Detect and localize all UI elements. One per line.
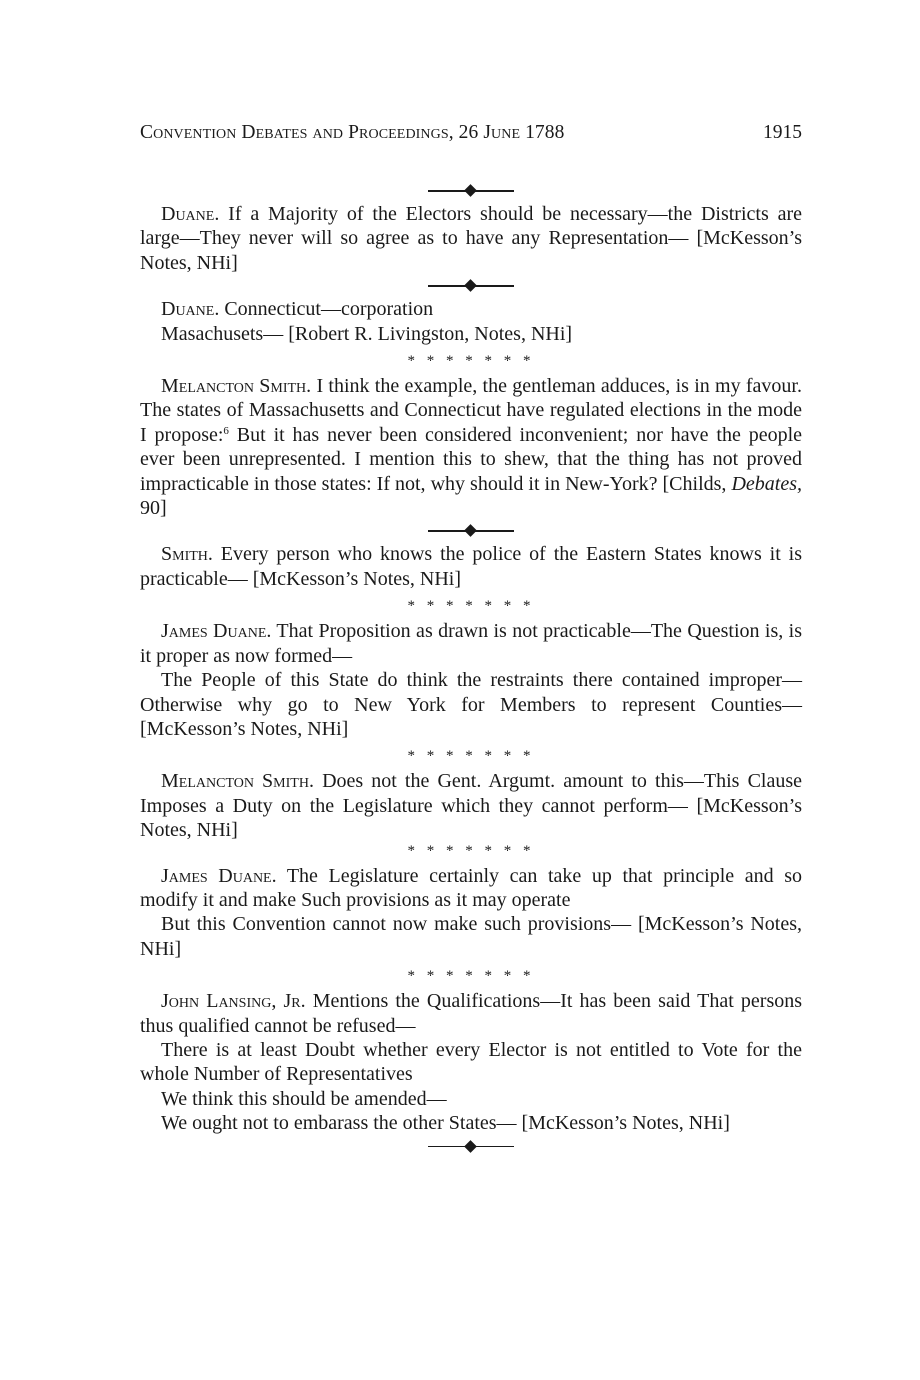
star-separator: * * * * * * * bbox=[407, 842, 535, 859]
entry-text: I think the example, the gentleman adduces, is in my favour. The states of Massachusetts and Connecticut have regulated elections in the mode I propose: bbox=[140, 375, 802, 446]
entry-james-duane-2 bbox=[140, 864, 802, 913]
entry-text: The People of this State do think the restraints there contained improper—Otherwise why go to New York for Members to represent Counties— [McKesson’s Notes, NHi] bbox=[140, 669, 802, 740]
entry-john-lansing-cont-3 bbox=[140, 1111, 802, 1135]
section-divider bbox=[140, 1139, 802, 1155]
entry-text: We ought not to embarass the other States— [McKesson’s Notes, NHi] bbox=[161, 1112, 730, 1135]
entry-james-duane-1 bbox=[140, 619, 802, 668]
entry-text: If a Majority of the Electors should be necessary—the Districts are large—They never will so agree as to have any Representation— [McKesson’s Notes, NHi] bbox=[140, 203, 802, 274]
footnote-marker: 6 bbox=[223, 424, 229, 437]
speaker-name: James Duane. bbox=[161, 864, 277, 887]
section-divider bbox=[140, 523, 802, 539]
speaker-name: Melancton Smith. bbox=[161, 770, 314, 793]
entry-text: The Legislature certainly can take up that principle and so modify it and make Such provisions as it may operate bbox=[140, 864, 802, 911]
entry-duane-1 bbox=[140, 202, 802, 275]
running-head: Convention Debates and Proceedings, 26 June 1788 bbox=[140, 122, 565, 143]
entry-text: We think this should be amended— bbox=[161, 1087, 447, 1110]
entry-john-lansing-cont-2 bbox=[140, 1087, 802, 1111]
diamond-icon bbox=[464, 525, 477, 538]
star-separator: * * * * * * * bbox=[407, 968, 535, 985]
star-separator: * * * * * * * bbox=[407, 598, 535, 615]
speaker-name: Melancton Smith. bbox=[161, 375, 312, 398]
entry-text: Connecticut—corporation bbox=[219, 298, 434, 321]
star-separator: * * * * * * * bbox=[407, 748, 535, 765]
entry-text: Mentions the Qualifications—It has been said That persons thus qualified cannot be refused— bbox=[140, 990, 803, 1037]
source-title: Debates, bbox=[731, 472, 802, 495]
entry-john-lansing bbox=[140, 989, 802, 1038]
entry-text: 90] bbox=[140, 497, 167, 520]
entry-melancton-smith-1 bbox=[140, 374, 802, 520]
entry-james-duane-2-cont bbox=[140, 912, 802, 961]
speaker-name: Duane. bbox=[161, 203, 220, 225]
section-divider bbox=[140, 278, 802, 294]
entry-text: There is at least Doubt whether every Elector is not entitled to Vote for the whole Number of Representatives bbox=[140, 1038, 802, 1086]
star-separator: * * * * * * * bbox=[407, 353, 535, 370]
speaker-name: James Duane. bbox=[161, 620, 272, 643]
speaker-name: Duane. bbox=[161, 298, 220, 321]
diamond-icon bbox=[464, 1140, 477, 1153]
page-body bbox=[140, 197, 802, 1158]
speaker-name: Smith. bbox=[161, 543, 213, 566]
entry-text: But this Convention cannot now make such provisions— [McKesson’s Notes, NHi] bbox=[140, 913, 802, 960]
diamond-icon bbox=[464, 279, 477, 292]
entry-smith bbox=[140, 542, 802, 591]
diamond-icon bbox=[464, 184, 477, 197]
entry-john-lansing-cont-1 bbox=[140, 1038, 802, 1087]
section-divider bbox=[140, 183, 802, 199]
entry-duane-2 bbox=[140, 297, 802, 321]
entry-text: That Proposition as drawn is not practicable—The Question is, is it proper as now formed— bbox=[140, 620, 802, 667]
entry-text: But it has never been considered inconvenient; nor have the people ever been unrepresented. I mention this to shew, that the thing has not proved impracticable in those states: If not, why should it in New-York? [Childs, bbox=[140, 423, 803, 495]
entry-melancton-smith-2 bbox=[140, 769, 802, 842]
page-number: 1915 bbox=[763, 122, 802, 143]
entry-text: Does not the Gent. Argumt. amount to this—This Clause Imposes a Duty on the Legislature which they cannot perform— [McKesson’s Notes, NHi] bbox=[140, 770, 802, 842]
page-header bbox=[140, 122, 802, 152]
entry-duane-2-cont bbox=[140, 322, 802, 346]
speaker-name: John Lansing, Jr. bbox=[161, 990, 306, 1013]
entry-text: Every person who knows the police of the Eastern States knows it is practicable— [McKesson’s Notes, NHi] bbox=[140, 543, 802, 590]
entry-james-duane-1-cont bbox=[140, 668, 802, 741]
entry-text: Masachusets— [Robert R. Livingston, Notes, NHi] bbox=[161, 322, 573, 345]
